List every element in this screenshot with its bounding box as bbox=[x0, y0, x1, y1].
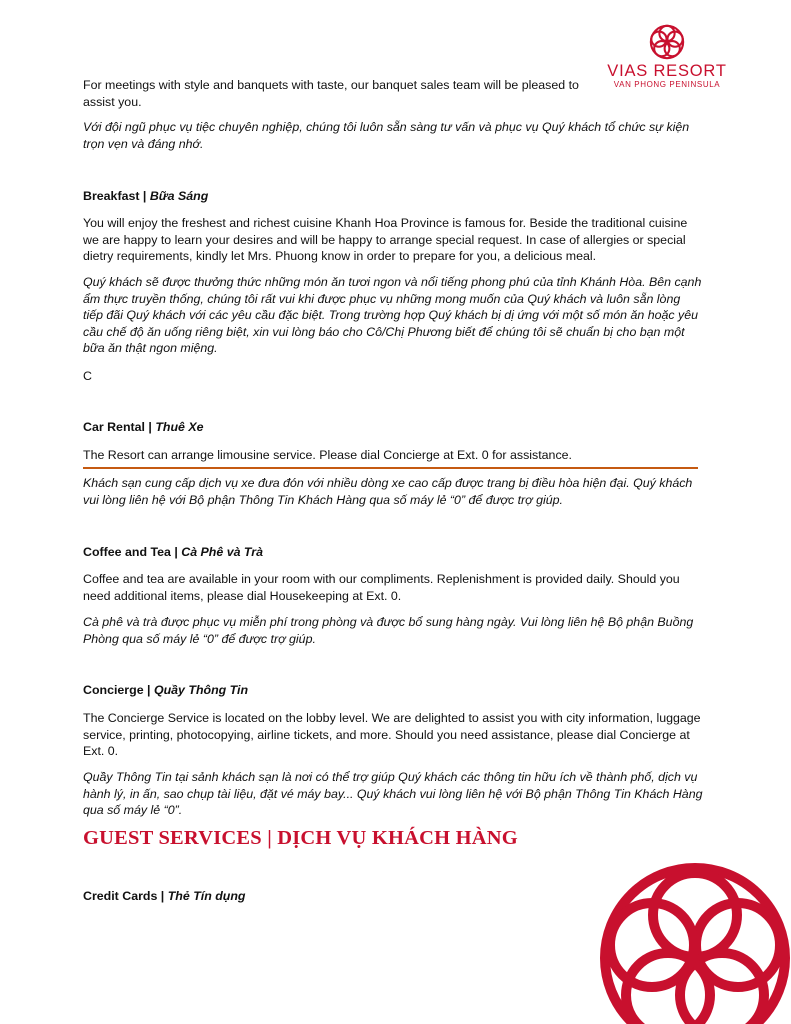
breakfast-heading-vi: Bữa Sáng bbox=[149, 189, 209, 203]
breakfast-heading-en: Breakfast | bbox=[83, 189, 150, 203]
stray-character: C bbox=[83, 369, 92, 383]
credit-cards-heading bbox=[83, 889, 246, 903]
credit-cards-heading-en: Credit Cards | bbox=[83, 889, 168, 903]
brand-tagline: VAN PHONG PENINSULA bbox=[613, 80, 721, 89]
intro-vi: Với đội ngũ phục vụ tiệc chuyên nghiệp, chúng tôi luôn sẵn sàng tư vấn và phục vụ Quý khách tổ chức sự kiện trọn vẹn và đáng nhớ. bbox=[83, 120, 690, 151]
car-rental-heading-en: Car Rental | bbox=[83, 420, 156, 434]
intro-en: For meetings with style and banquets with taste, our banquet sales team will be pleased to assist you. bbox=[83, 78, 579, 109]
concierge-en: The Concierge Service is located on the lobby level. We are delighted to assist you with city information, luggage service, printing, photocopying, airline tickets, and more. Should you need assistance, please dial Concierge at Ext. 0. bbox=[83, 711, 701, 759]
brand-name: VIAS RESORT bbox=[607, 62, 727, 80]
concierge-heading-en: Concierge | bbox=[83, 683, 154, 697]
concierge-heading bbox=[83, 683, 248, 697]
breakfast-heading bbox=[83, 189, 208, 203]
car-rental-vi: Khách sạn cung cấp dịch vụ xe đưa đón với nhiều dòng xe cao cấp được trang bị điều hòa hiện đại. Quý khách vui lòng liên hệ với Bộ phận Thông Tin Khách Hàng qua số máy lẻ “0” để được trợ giúp. bbox=[83, 476, 693, 507]
credit-cards-heading-vi: Thẻ Tín dụng bbox=[167, 889, 246, 903]
coffee-heading-vi: Cà Phê và Trà bbox=[181, 545, 263, 559]
coffee-en: Coffee and tea are available in your room with our compliments. Replenishment is provided daily. Should you need additional items, please dial Housekeeping at Ext. 0. bbox=[83, 572, 680, 603]
brand-block bbox=[596, 62, 738, 89]
breakfast-en: You will enjoy the freshest and richest cuisine Khanh Hoa Province is famous for. Beside the traditional cuisine we are happy to learn your desires and will be happy to arrange special request. In case of allergies or special dietry requirements, kindly let Mrs. Phuong know in order to prepare for you, a delicious meal. bbox=[83, 216, 688, 264]
car-rental-en: The Resort can arrange limousine service. Please dial Concierge at Ext. 0 for assistance. bbox=[83, 448, 572, 462]
vias-resort-logo-icon bbox=[648, 23, 686, 61]
car-rental-heading-vi: Thuê Xe bbox=[155, 420, 204, 434]
coffee-heading-en: Coffee and Tea | bbox=[83, 545, 182, 559]
coffee-heading bbox=[83, 545, 263, 559]
decorative-flower-icon bbox=[590, 860, 791, 1024]
orange-rule bbox=[83, 467, 698, 469]
car-rental-heading bbox=[83, 420, 204, 434]
guest-services-title: GUEST SERVICES | DỊCH VỤ KHÁCH HÀNG bbox=[83, 827, 518, 849]
concierge-heading-vi: Quầy Thông Tin bbox=[153, 683, 249, 697]
concierge-vi: Quầy Thông Tin tại sảnh khách sạn là nơi có thể trợ giúp Quý khách các thông tin hữu ích về thành phố, dịch vụ hành lý, in ấn, sao chụp tài liệu, đặt vé máy bay... Quý khách vui lòng liên hệ với Bộ phận Thông Tin Khách Hàng qua số máy lẻ “0”. bbox=[83, 770, 703, 818]
breakfast-vi: Quý khách sẽ được thưởng thức những món ăn tươi ngon và nổi tiếng phong phú của tỉnh Khánh Hòa. Bên cạnh ẩm thực truyền thống, chúng tôi rất vui khi được phục vụ những mong muốn của Quý khách và luôn sẵn lòng tiếp đãi Quý khách với các yêu cầu đặc biệt. Trong trường hợp Quý khách bị dị ứng với một số món ăn hoặc yêu cầu chế độ ăn uống riêng biệt, xin vui lòng báo cho Cô/Chị Phương biết để chúng tôi sẽ chuẩn bị cho bạn một bữa ăn thật ngon miệng. bbox=[83, 275, 702, 356]
coffee-vi: Cà phê và trà được phục vụ miễn phí trong phòng và được bổ sung hàng ngày. Vui lòng liên hệ Bộ phận Buồng Phòng qua số máy lẻ “0” để được trợ giúp. bbox=[83, 615, 694, 646]
